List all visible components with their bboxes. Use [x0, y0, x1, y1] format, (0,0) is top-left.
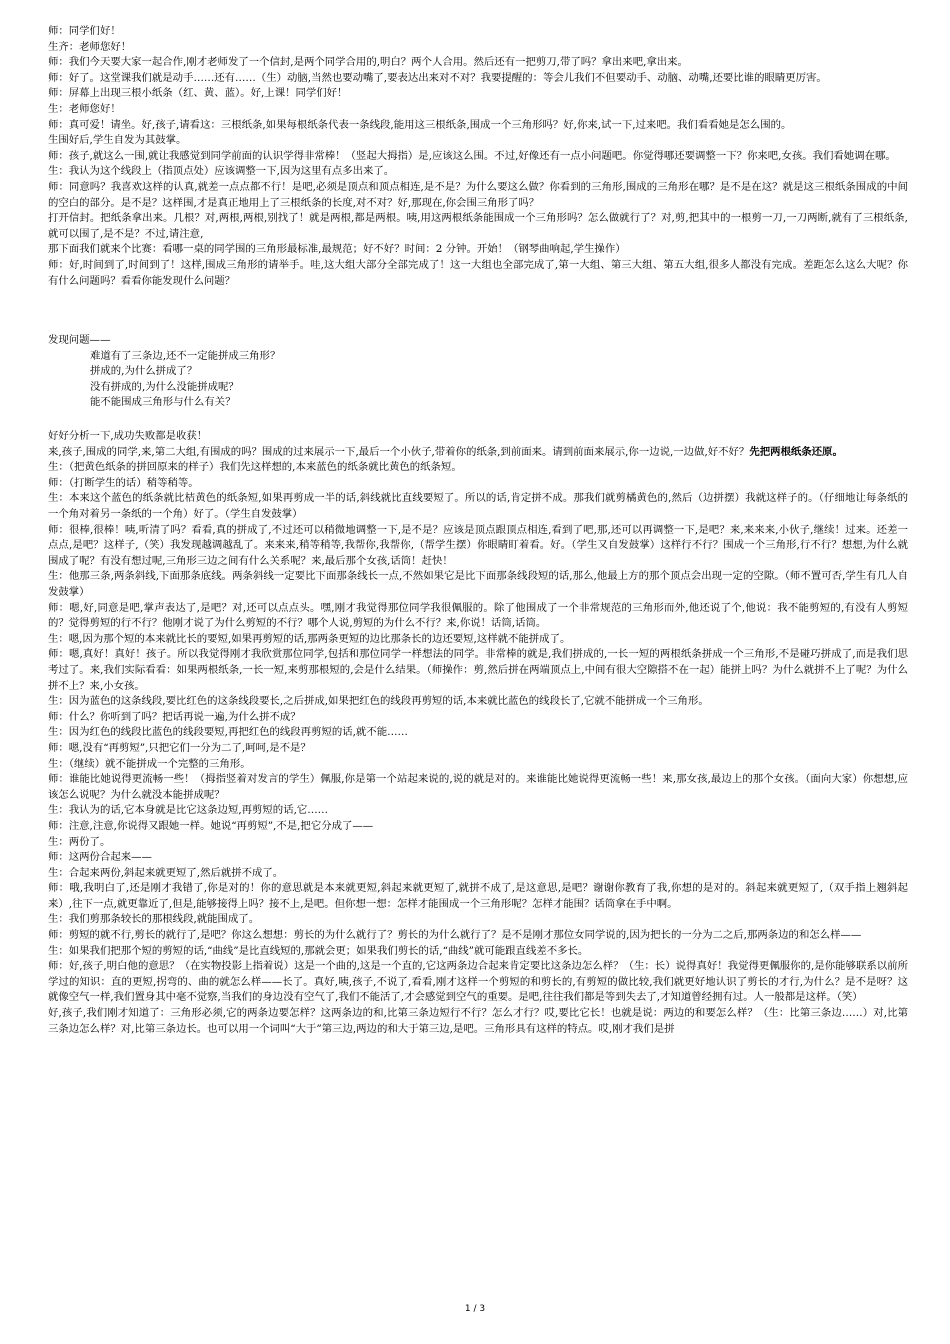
dialogue-line: 生：他那三条,两条斜线,下面那条底线。两条斜线一定要比下面那条线长一点,不然如果它是比下面那条线段短的话,那么,他最上方的那个顶点会出现一定的空隙。（师不置可否,学生有几人自发鼓掌）	[48, 570, 908, 598]
dialogue-line: 师：好,孩子,明白他的意思？（在实物投影上指着说）这是一个曲的,这是一个直的,它这两条边合起来肯定要比这条边怎么样？（生：长）说得真好！我觉得更佩服你的,是你能够联系以前所学过的知识：直的更短,拐弯的、曲的就怎么样——长了。真好,咦,孩子,不说了,看看,刚才这样一个剪短的和剪长的,有剪短的做比较,我们就更好地认识了剪长的才行,为什么？是不是呀？这就像空气一样,我们置身其中毫不觉察,当我们的身边没有空气了,我们不能活了,才会感觉到空气的重要。是吧,往往我们都是等到失去了,才知道曾经拥有过。人一般都是这样。（笑）	[48, 960, 908, 1004]
dialogue-line: 师：我们今天要大家一起合作,刚才老师发了一个信封,是两个同学合用的,明白？两个人合用。然后还有一把剪刀,带了吗？拿出来吧,拿出来。	[48, 56, 688, 69]
dialogue-line: 打开信封。把纸条拿出来。几根？对,两根,两根,别找了！就是两根,都是两根。咦,用这两根纸条能围成一个三角形吗？怎么做就行了？对,剪,把其中的一根剪一刀,一刀两断,就有了三根纸条,就可以围了,是不是？不过,请注意,	[48, 212, 908, 240]
dialogue-line: 生：因为红色的线段比蓝色的线段要短,再把红色的线段再剪短的话,就不能……	[48, 726, 408, 739]
question-item: 难道有了三条边,还不一定能拼成三角形？	[90, 349, 281, 362]
dialogue-line: 师：嗯,好,同意是吧,掌声表达了,是吧？对,还可以点点头。嘿,刚才我觉得那位同学我很佩服的。除了他围成了一个非常规范的三角形而外,他还说了个,他说：我不能剪短的,有没有人剪短的？觉得剪短的行不行？他刚才说了为什么剪短的不行？哪个人说,剪短的为什么不行？来,你说！话筒,话筒。	[48, 601, 908, 630]
dialogue-line: 生：本来这个蓝色的纸条就比桔黄色的纸条短,如果再剪成一半的话,斜线就比直线要短了。所以的话,肯定拼不成。那我们就剪橘黄色的,然后（边拼摆）我就这样子的。（仔细地让每条纸的一个角对着另一条纸的一个角）好了。（学生自发鼓掌）	[48, 492, 908, 521]
discover-title: 发现问题——	[48, 334, 111, 347]
dialogue-line: 师：孩子,就这么一围,就让我感觉到同学前面的认识学得非常棒！（竖起大拇指）是,应该这么围。不过,好像还有一点小问题吧。你觉得哪还要调整一下？你来吧,女孩。我们看她调在哪。	[48, 149, 896, 162]
dialogue-line: 好好分析一下,成功失败都是收获！	[48, 430, 208, 443]
dialogue-line: 生：老师您好！	[48, 102, 121, 115]
dialogue-line: 生：我认为这个线段上（指顶点处）应该调整一下,因为这里有点多出来了。	[48, 165, 395, 178]
bold-instruction: 先把两根纸条还原。	[749, 445, 843, 458]
dialogue-line: 师：真可爱！请坐。好,孩子,请看这：三根纸条,如果每根纸条代表一条线段,能用这三根纸条,围成一个三角形吗？好,你来,试一下,过来吧。我们看看她是怎么围的。	[48, 118, 792, 131]
dialogue-line: 生：两份了。	[48, 835, 111, 848]
question-item: 拼成的,为什么拼成了？	[90, 365, 198, 378]
dialogue-line: 师：好,时间到了,时间到了！这样,围成三角形的请举手。哇,这大组大部分全部完成了！这一大组也全部完成了,第一大组、第三大组、第五大组,很多人都没有完成。差距怎么这么大呢？你有什么问题吗？看看你能发现什么问题？	[48, 258, 908, 287]
dialogue-line: 师：嗯,真好！真好！孩子。所以我觉得刚才我欣赏那位同学,包括和那位同学一样想法的同学。非常棒的就是,我们拼成的,一长一短的两根纸条拼成一个三角形,不是碰巧拼成了,而是我们思考过了。来,我们实际看看：如果两根纸条,一长一短,来剪那根短的,会是什么结果。（师操作：剪,然后拼在两端顶点上,中间有很大空隙搭不在一起）能拼上吗？为什么就拼不上了呢？为什么拼不上？来,小女孩。	[48, 648, 908, 692]
dialogue-line: 生：我认为的话,它本身就是比它这条边短,再剪短的话,它……	[48, 804, 329, 817]
dialogue-line: 好,孩子,我们刚才知道了：三角形必须,它的两条边要怎样？这两条边的和,比第三条边短行不行？怎么才行？哎,要比它长！也就是说：两边的和要怎么样？（生：比第三条边……）对,比第三条边怎么样？对,比第三条边长。也可以用一个词叫“大于”第三边,两边的和大于第三边,是吧。三角形具有这样的特点。哎,刚才我们是拼	[48, 1007, 908, 1035]
dialogue-line: 来,孩子,围成的同学,来,第二大组,有围成的吗？围成的过来展示一下,最后一个小伙子,带着你的纸条,到前面来。请到前面来展示,你一边说,一边做,好不好？先把两根纸条还原。	[48, 445, 843, 458]
spacer	[48, 411, 908, 429]
dialogue-line: 生：嗯,因为那个短的本来就比长的要短,如果再剪短的话,那两条更短的边比那条长的边还要短,这样就不能拼成了。	[48, 632, 571, 645]
dialogue-line: 师：剪短的就不行,剪长的就行了,是吧？你这么想想：剪长的为什么就行了？剪长的为什么就行了？是不是刚才那位女同学说的,因为把长的一分为二之后,那两条边的和怎么样——	[48, 929, 862, 942]
dialogue-line: 生齐：老师您好！	[48, 40, 132, 53]
question-item: 能不能围成三角形与什么有关？	[90, 396, 236, 409]
question-list	[48, 349, 908, 411]
dialogue-line: 师：什么？你听到了吗？把话再说一遍,为什么拼不成？	[48, 710, 301, 723]
dialogue-line: 师：很棒,很棒！咦,听清了吗？看看,真的拼成了,不过还可以稍微地调整一下,是不是？应该是顶点跟顶点相连,看到了吧,那,还可以再调整一下,是吧？来,来来来,小伙子,继续！过来。还差一点点,是吧？这样子,（笑）我发现越调越乱了。来来来,稍等稍等,我帮你,我帮你,（帮学生摆）你眼睛盯着看。好。（学生又自发鼓掌）这样行不行？围成一个三角形,行不行？想想,为什么就围成了呢？有没有想过呢,三角形三边之间有什么关系呢？来,最后那个女孩,话筒！赶快！	[48, 523, 908, 567]
dialogue-line: 师：同意吗？我喜欢这样的认真,就差一点点都不行！是吧,必须是顶点和顶点相连,是不是？为什么要这么做？你看到的三角形,围成的三角形在哪？是不是在这？就是这三根纸条围成的中间的空白的部分。是不是？这样围,才是真正地用上了三根纸条的长度,对不对？好,那现在,你会围三角形了吗？	[48, 180, 908, 209]
dialogue-line: 生：如果我们把那个短的剪短的话,“曲线”是比直线短的,那就会更；如果我们剪长的话,“曲线”就可能跟直线差不多长。	[48, 944, 589, 957]
dialogue-line: 师：同学们好！	[48, 25, 121, 37]
page-indicator: 1 / 3	[464, 1304, 486, 1314]
dialogue-line: 生围好后,学生自发为其鼓掌。	[48, 134, 187, 147]
dialogue-line: 师：哦,我明白了,还是刚才我错了,你是对的！你的意思就是本来就更短,斜起来就更短了,就拼不成了,是这意思,是吧？谢谢你教育了我,你想的是对的。斜起来就更短了,（双手指上翘斜起来）,往下一点,就更靠近了,但是,能够接得上吗？接不上,是吧。但你想一想：怎样才能围成一个三角形呢？怎样才能围？话筒拿在手中啊。	[48, 882, 908, 910]
dialogue-line: 生：我们剪那条较长的那根线段,就能围成了。	[48, 913, 260, 926]
dialogue-line: 师：（打断学生的话）稍等稍等。	[48, 476, 199, 489]
discover-problems-section	[48, 333, 908, 411]
dialogue-line: 生：因为蓝色的这条线段,要比红色的这条线段要长,之后拼成,如果把红色的线段再剪短的话,本来就比蓝色的线段长了,它就不能拼成一个三角形。	[48, 695, 709, 708]
dialogue-line: 师：嗯,没有“再剪短”,只把它们一分为二了,呵呵,是不是？	[48, 741, 311, 754]
dialogue-line: 师：这两份合起来——	[48, 851, 152, 864]
question-item: 没有拼成的,为什么没能拼成呢？	[90, 380, 239, 393]
dialogue-line: 生：（把黄色纸条的拼回原来的样子）我们先这样想的,本来蓝色的纸条就比黄色的纸条短。	[48, 461, 462, 474]
dialogue-line: 师：好了。这堂课我们就是动手……还有……（生）动脑,当然也要动嘴了,要表达出来对不对？我要提醒的：等会儿我们不但要动手、动脑、动嘴,还要比谁的眼睛更厉害。	[48, 71, 827, 84]
document-page	[48, 24, 908, 1037]
dialogue-line: 生：合起来两份,斜起来就更短了,然后就拼不成了。	[48, 866, 284, 879]
dialogue-line: 师：谁能比她说得更流畅一些！（拇指竖着对发言的学生）佩服,你是第一个站起来说的,说的就是对的。来谁能比她说得更流畅一些！来,那女孩,最边上的那个女孩。（面向大家）你想想,应该怎么说呢？为什么就没本能拼成呢？	[48, 773, 908, 801]
dialogue-line: 师：屏幕上出现三根小纸条（红、黄、蓝）。好,上课！同学们好！	[48, 87, 348, 100]
dialogue-section-2	[48, 429, 908, 1037]
dialogue-line: 那下面我们就来个比赛：看哪一桌的同学围的三角形最标准,最规范；好不好？时间：2 分钟。开始！（钢琴曲响起,学生操作）	[48, 243, 626, 256]
dialogue-section-1	[48, 24, 908, 289]
spacer	[48, 289, 908, 333]
dialogue-line: 师：注意,注意,你说得又跟她一样。她说“再剪短”,不是,把它分成了——	[48, 819, 374, 832]
dialogue-line: 生：（继续）就不能拼成一个完整的三角形。	[48, 757, 251, 770]
